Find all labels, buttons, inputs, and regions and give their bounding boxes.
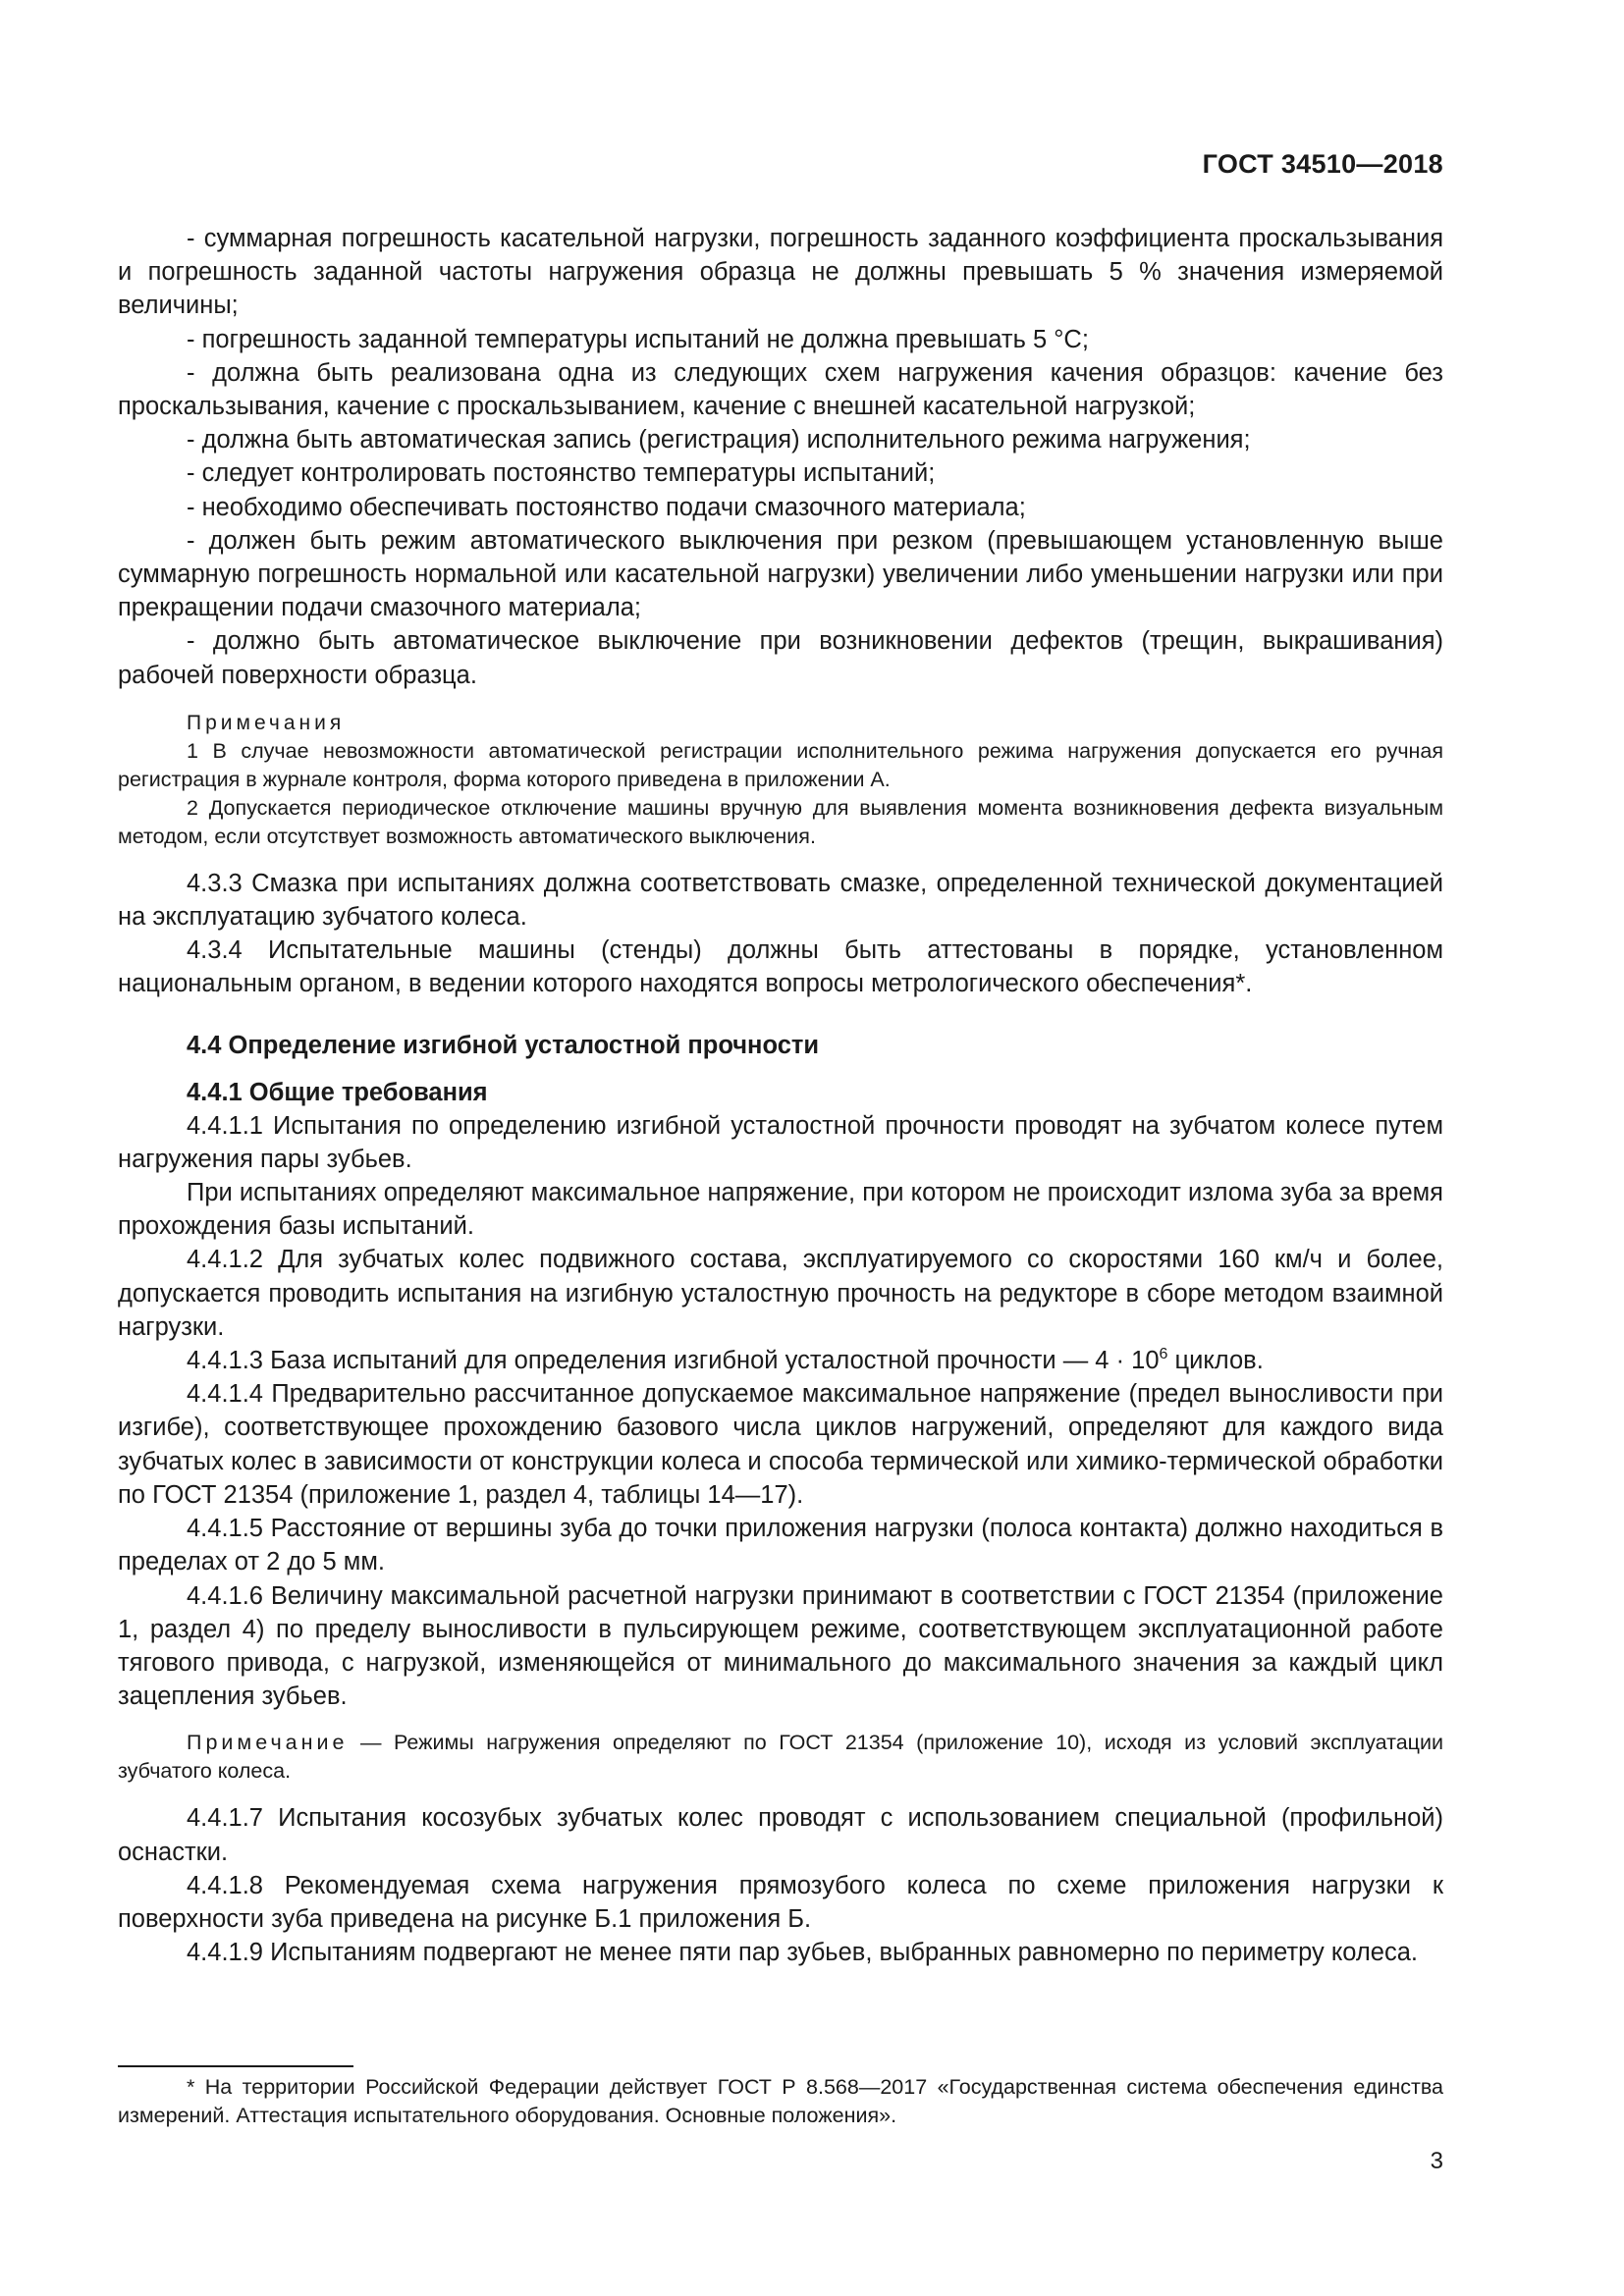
clause-4-3-3: 4.3.3 Смазка при испытаниях должна соответствовать смазке, определенной технической документацией на эксплуатацию зубчатого колеса. bbox=[118, 869, 1443, 932]
clause-4-4-1-3-suffix: циклов. bbox=[1167, 1347, 1264, 1375]
clause-4-4-1-4: 4.4.1.4 Предварительно рассчитанное допускаемое максимальное напряжение (предел выносливости при изгибе), соответствующее прохождению базового числа циклов нагружений, определяют для каждого вида зубчатых колес в зависимости от конструкции колеса и способа термической или химико-термической обработки по ГОСТ 21354 (приложение 1, раздел 4, таблицы 14—17). bbox=[118, 1380, 1443, 1509]
clause-4-4-1-7: 4.4.1.7 Испытания косозубых зубчатых колес проводят с использованием специальной (профильной) оснастки. bbox=[118, 1804, 1443, 1866]
bullet-item: - должно быть автоматическое выключение при возникновении дефектов (трещин, выкрашивания) рабочей поверхности образца. bbox=[118, 627, 1443, 689]
subsection-heading: 4.4.1 Общие требования bbox=[187, 1078, 488, 1106]
exponent: 6 bbox=[1159, 1346, 1168, 1363]
bullet-item: - должен быть режим автоматического выключения при резком (превышающем установленную выше суммарную погрешность нормальной или касательной нагрузки) увеличении либо уменьшении нагрузки или при прекращении подачи смазочного материала; bbox=[118, 526, 1443, 622]
section-heading: 4.4 Определение изгибной усталостной прочности bbox=[187, 1031, 820, 1059]
footnote: * На территории Российской Федерации действует ГОСТ Р 8.568—2017 «Государственная система обеспечения единства измерений. Аттестация испытательного оборудования. Основные положения». bbox=[118, 2075, 1443, 2127]
clause-paragraph: При испытаниях определяют максимальное напряжение, при котором не происходит излома зуба за время прохождения базы испытаний. bbox=[118, 1179, 1443, 1241]
clause-4-4-1-8: 4.4.1.8 Рекомендуемая схема нагружения прямозубого колеса по схеме приложения нагрузки к поверхности зуба приведена на рисунке Б.1 приложения Б. bbox=[118, 1871, 1443, 1933]
clause-4-4-1-3 bbox=[118, 1344, 1443, 1377]
bullet-item: - погрешность заданной температуры испытаний не должна превышать 5 °C; bbox=[187, 325, 1089, 353]
clause-4-4-1-1: 4.4.1.1 Испытания по определению изгибной усталостной прочности проводят на зубчатом колесе путем нагружения пары зубьев. bbox=[118, 1111, 1443, 1173]
page-body bbox=[118, 222, 1443, 1969]
bullet-item: - необходимо обеспечивать постоянство подачи смазочного материала; bbox=[187, 493, 1026, 521]
clause-4-4-1-5: 4.4.1.5 Расстояние от вершины зуба до точки приложения нагрузки (полоса контакта) должно находиться в пределах от 2 до 5 мм. bbox=[118, 1515, 1443, 1576]
clause-4-4-1-9: 4.4.1.9 Испытаниям подвергают не менее пяти пар зубьев, выбранных равномерно по периметру колеса. bbox=[187, 1939, 1418, 1967]
footnote-divider bbox=[118, 2065, 353, 2067]
page-number: 3 bbox=[1430, 2148, 1443, 2174]
bullet-item: - должна быть реализована одна из следующих схем нагружения качения образцов: качение без проскальзывания, качение с проскальзыванием, качение с внешней касательной нагрузкой; bbox=[118, 358, 1443, 421]
clause-4-4-1-6: 4.4.1.6 Величину максимальной расчетной нагрузки принимают в соответствии с ГОСТ 21354 (приложение 1, раздел 4) по пределу выносливости в пульсирующем режиме, соответствующем эксплуатационной работе тягового привода, с нагрузкой, изменяющейся от минимального до максимального значения за каждый цикл зацепления зубьев. bbox=[118, 1581, 1443, 1711]
clause-4-4-1-2: 4.4.1.2 Для зубчатых колес подвижного состава, эксплуатируемого со скоростями 160 км/ч и более, допускается проводить испытания на изгибную усталостную прочность на редукторе в сборе методом взаимной нагрузки. bbox=[118, 1246, 1443, 1341]
note-label: Примечание bbox=[187, 1731, 349, 1755]
inline-note bbox=[118, 1729, 1443, 1786]
notes-heading: Примечания bbox=[187, 711, 346, 734]
note-text: — Режимы нагружения определяют по ГОСТ 21354 (приложение 10), исходя из условий эксплуатации зубчатого колеса. bbox=[118, 1731, 1443, 1784]
note-item: 2 Допускается периодическое отключение машины вручную для выявления момента возникновения дефекта визуальным методом, если отсутствует возможность автоматического выключения. bbox=[118, 795, 1443, 848]
clause-4-3-4: 4.3.4 Испытательные машины (стенды) должны быть аттестованы в порядке, установленном национальным органом, в ведении которого находятся вопросы метрологического обеспечения*. bbox=[118, 936, 1443, 998]
note-item: 1 В случае невозможности автоматической регистрации исполнительного режима нагружения допускается его ручная регистрация в журнале контроля, форма которого приведена в приложении А. bbox=[118, 738, 1443, 791]
bullet-item: - должна быть автоматическая запись (регистрация) исполнительного режима нагружения; bbox=[187, 426, 1251, 454]
bullet-item: - суммарная погрешность касательной нагрузки, погрешность заданного коэффициента проскальзывания и погрешность заданной частоты нагружения образца не должны превышать 5 % значения измеряемой величины; bbox=[118, 225, 1443, 320]
document-header: ГОСТ 34510—2018 bbox=[1202, 149, 1443, 179]
bullet-item: - следует контролировать постоянство температуры испытаний; bbox=[187, 459, 936, 488]
clause-4-4-1-3-text: 4.4.1.3 База испытаний для определения изгибной усталостной прочности — 4 · 10 bbox=[187, 1347, 1160, 1375]
